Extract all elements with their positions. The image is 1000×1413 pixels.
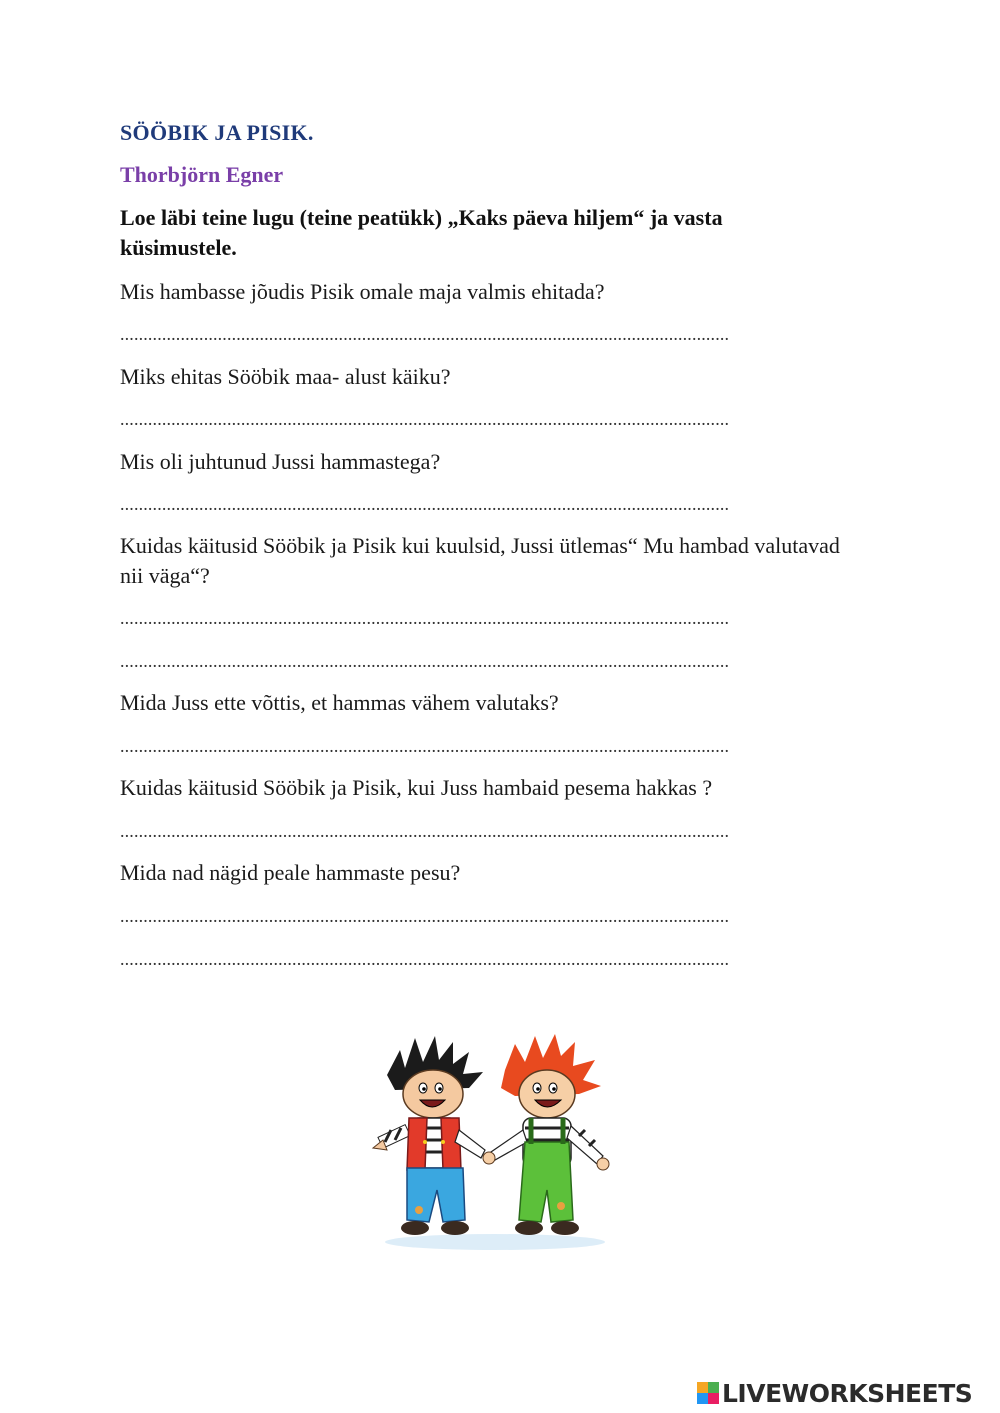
question-2: Miks ehitas Sööbik maa- alust käiku?	[120, 364, 451, 389]
question-6: Kuidas käitusid Sööbik ja Pisik, kui Juss hambaid pesema hakkas ?	[120, 775, 713, 800]
liveworksheets-logo-icon	[697, 1382, 719, 1404]
answer-line-4b[interactable]: ...................................................................................................................................	[120, 651, 730, 671]
brand-name: LIVEWORKSHEETS	[722, 1378, 973, 1408]
author-name: Thorbjörn Egner	[120, 162, 284, 187]
answer-line-3[interactable]: ...................................................................................................................................	[120, 494, 730, 514]
question-5: Mida Juss ette võttis, et hammas vähem valutaks?	[120, 690, 559, 715]
answer-line-2[interactable]: ...................................................................................................................................	[120, 409, 730, 429]
dark-haired-character	[373, 1036, 485, 1235]
question-4: Kuidas käitusid Sööbik ja Pisik kui kuulsid, Jussi ütlemas“ Mu hambad valutavad nii väga“?	[120, 533, 840, 588]
characters-illustration	[365, 1030, 625, 1260]
question-1: Mis hambasse jõudis Pisik omale maja valmis ehitada?	[120, 279, 605, 304]
instruction-text: Loe läbi teine lugu (teine peatükk) „Kaks päeva hiljem“ ja vasta küsimustele.	[120, 205, 723, 260]
question-7: Mida nad nägid peale hammaste pesu?	[120, 860, 461, 885]
answer-line-4a[interactable]: ...................................................................................................................................	[120, 608, 730, 628]
question-3: Mis oli juhtunud Jussi hammastega?	[120, 449, 441, 474]
answer-line-1[interactable]: ...................................................................................................................................	[120, 324, 730, 344]
answer-line-6[interactable]: ...................................................................................................................................	[120, 821, 730, 841]
answer-line-5[interactable]: ...................................................................................................................................	[120, 736, 730, 756]
answer-line-7b[interactable]: ...................................................................................................................................	[120, 949, 730, 969]
liveworksheets-brand	[697, 1378, 972, 1408]
answer-line-7a[interactable]: ...................................................................................................................................	[120, 906, 730, 926]
red-haired-character	[483, 1034, 609, 1235]
worksheet-title: SÖÖBIK JA PISIK.	[120, 120, 314, 145]
